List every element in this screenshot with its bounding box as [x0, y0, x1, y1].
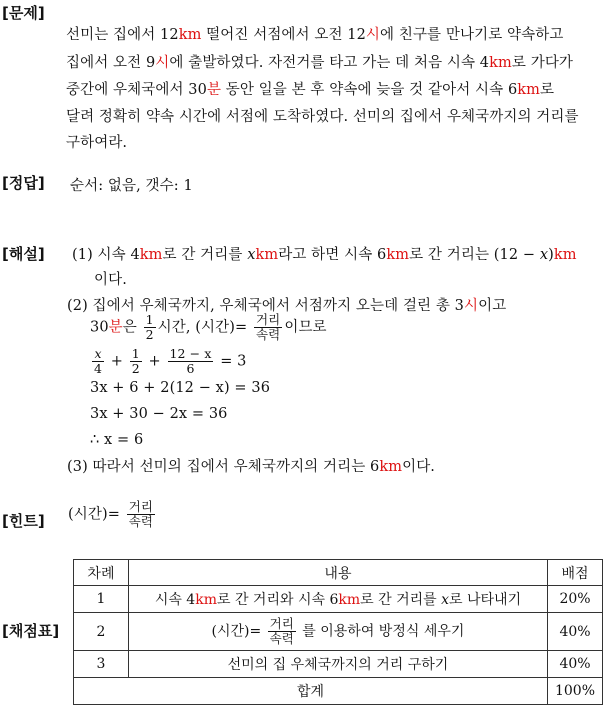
label-rubric: [채점표] — [2, 622, 60, 640]
equation-1: $\frac{x}{4}$ + $\frac{1}{2}$ + $\frac{12 - x}{6}$ = 3 — [94, 346, 247, 376]
label-hint: [힌트] — [2, 512, 45, 530]
solution-step-3: (3) 따라서 선미의 집에서 우체국까지의 거리는 6km이다. — [67, 459, 436, 475]
rubric-table — [73, 559, 603, 705]
problem-line-2: 집에서 오전 9시에 출발하였다. 자전거를 타고 가는 데 처음 시속 4km로 가다가 — [66, 55, 574, 71]
label-problem: [문제] — [2, 4, 45, 22]
total-score: 100% — [548, 678, 603, 705]
solution-step-1: (1) 시속 4km로 간 거리를 xkm라고 하면 시속 6km로 간 거리는 (12 − x)km — [72, 247, 577, 263]
table-header-row — [74, 560, 603, 586]
problem-line-4: 달려 정확히 약속 시간에 서점에 도착하였다. 선미의 집에서 우체국까지의 거리를 — [66, 109, 579, 125]
table-row: 2 (시간)= $\frac{\text{거리}}{\text{속력}}$ 를 이용하여 방정식 세우기 40% — [74, 613, 603, 651]
total-label: 합계 — [74, 678, 548, 705]
fraction-half: $\frac{1}{2}$ — [145, 312, 154, 342]
answer-text: 순서: 없음, 갯수: 1 — [70, 178, 193, 194]
equation-3: 3x + 30 − 2x = 36 — [90, 406, 228, 422]
table-row: 3 선미의 집 우체국까지의 거리 구하기 40% — [74, 651, 603, 678]
table-total-row — [74, 678, 603, 705]
header-content: 내용 — [128, 560, 547, 586]
problem-line-1: 선미는 집에서 12km 떨어진 서점에서 오전 12시에 친구를 만나기로 약속하고 — [66, 27, 564, 43]
label-solution: [해설] — [2, 245, 45, 263]
hint-formula: (시간)= $\frac{\text{거리}}{\text{속력}}$ — [68, 499, 154, 529]
table-row: 1 시속 4km로 간 거리와 시속 6km로 간 거리를 x로 나타내기 20% — [74, 586, 603, 613]
fraction-distance-speed: $\frac{\text{거리}}{\text{속력}}$ — [255, 312, 281, 342]
solution-step-1-end: 이다. — [94, 272, 127, 288]
label-answer: [정답] — [2, 174, 45, 192]
solution-step-2: (2) 집에서 우체국까지, 우체국에서 서점까지 오는데 걸린 총 3시이고 — [67, 298, 507, 314]
problem-line-5: 구하여라. — [66, 135, 128, 151]
header-order: 차례 — [74, 560, 129, 586]
header-score: 배점 — [548, 560, 603, 586]
problem-line-3: 중간에 우체국에서 30분 동안 일을 본 후 약속에 늦을 것 같아서 시속 6km로 — [66, 82, 555, 98]
equation-2: 3x + 6 + 2(12 − x) = 36 — [90, 380, 271, 396]
equation-4: ∴ x = 6 — [90, 432, 144, 448]
solution-step-2-cont: 30분은 $\frac{1}{2}$ 시간, (시간)= $\frac{\text{거리}}{\text{속력}}$ 이므로 — [90, 312, 327, 342]
